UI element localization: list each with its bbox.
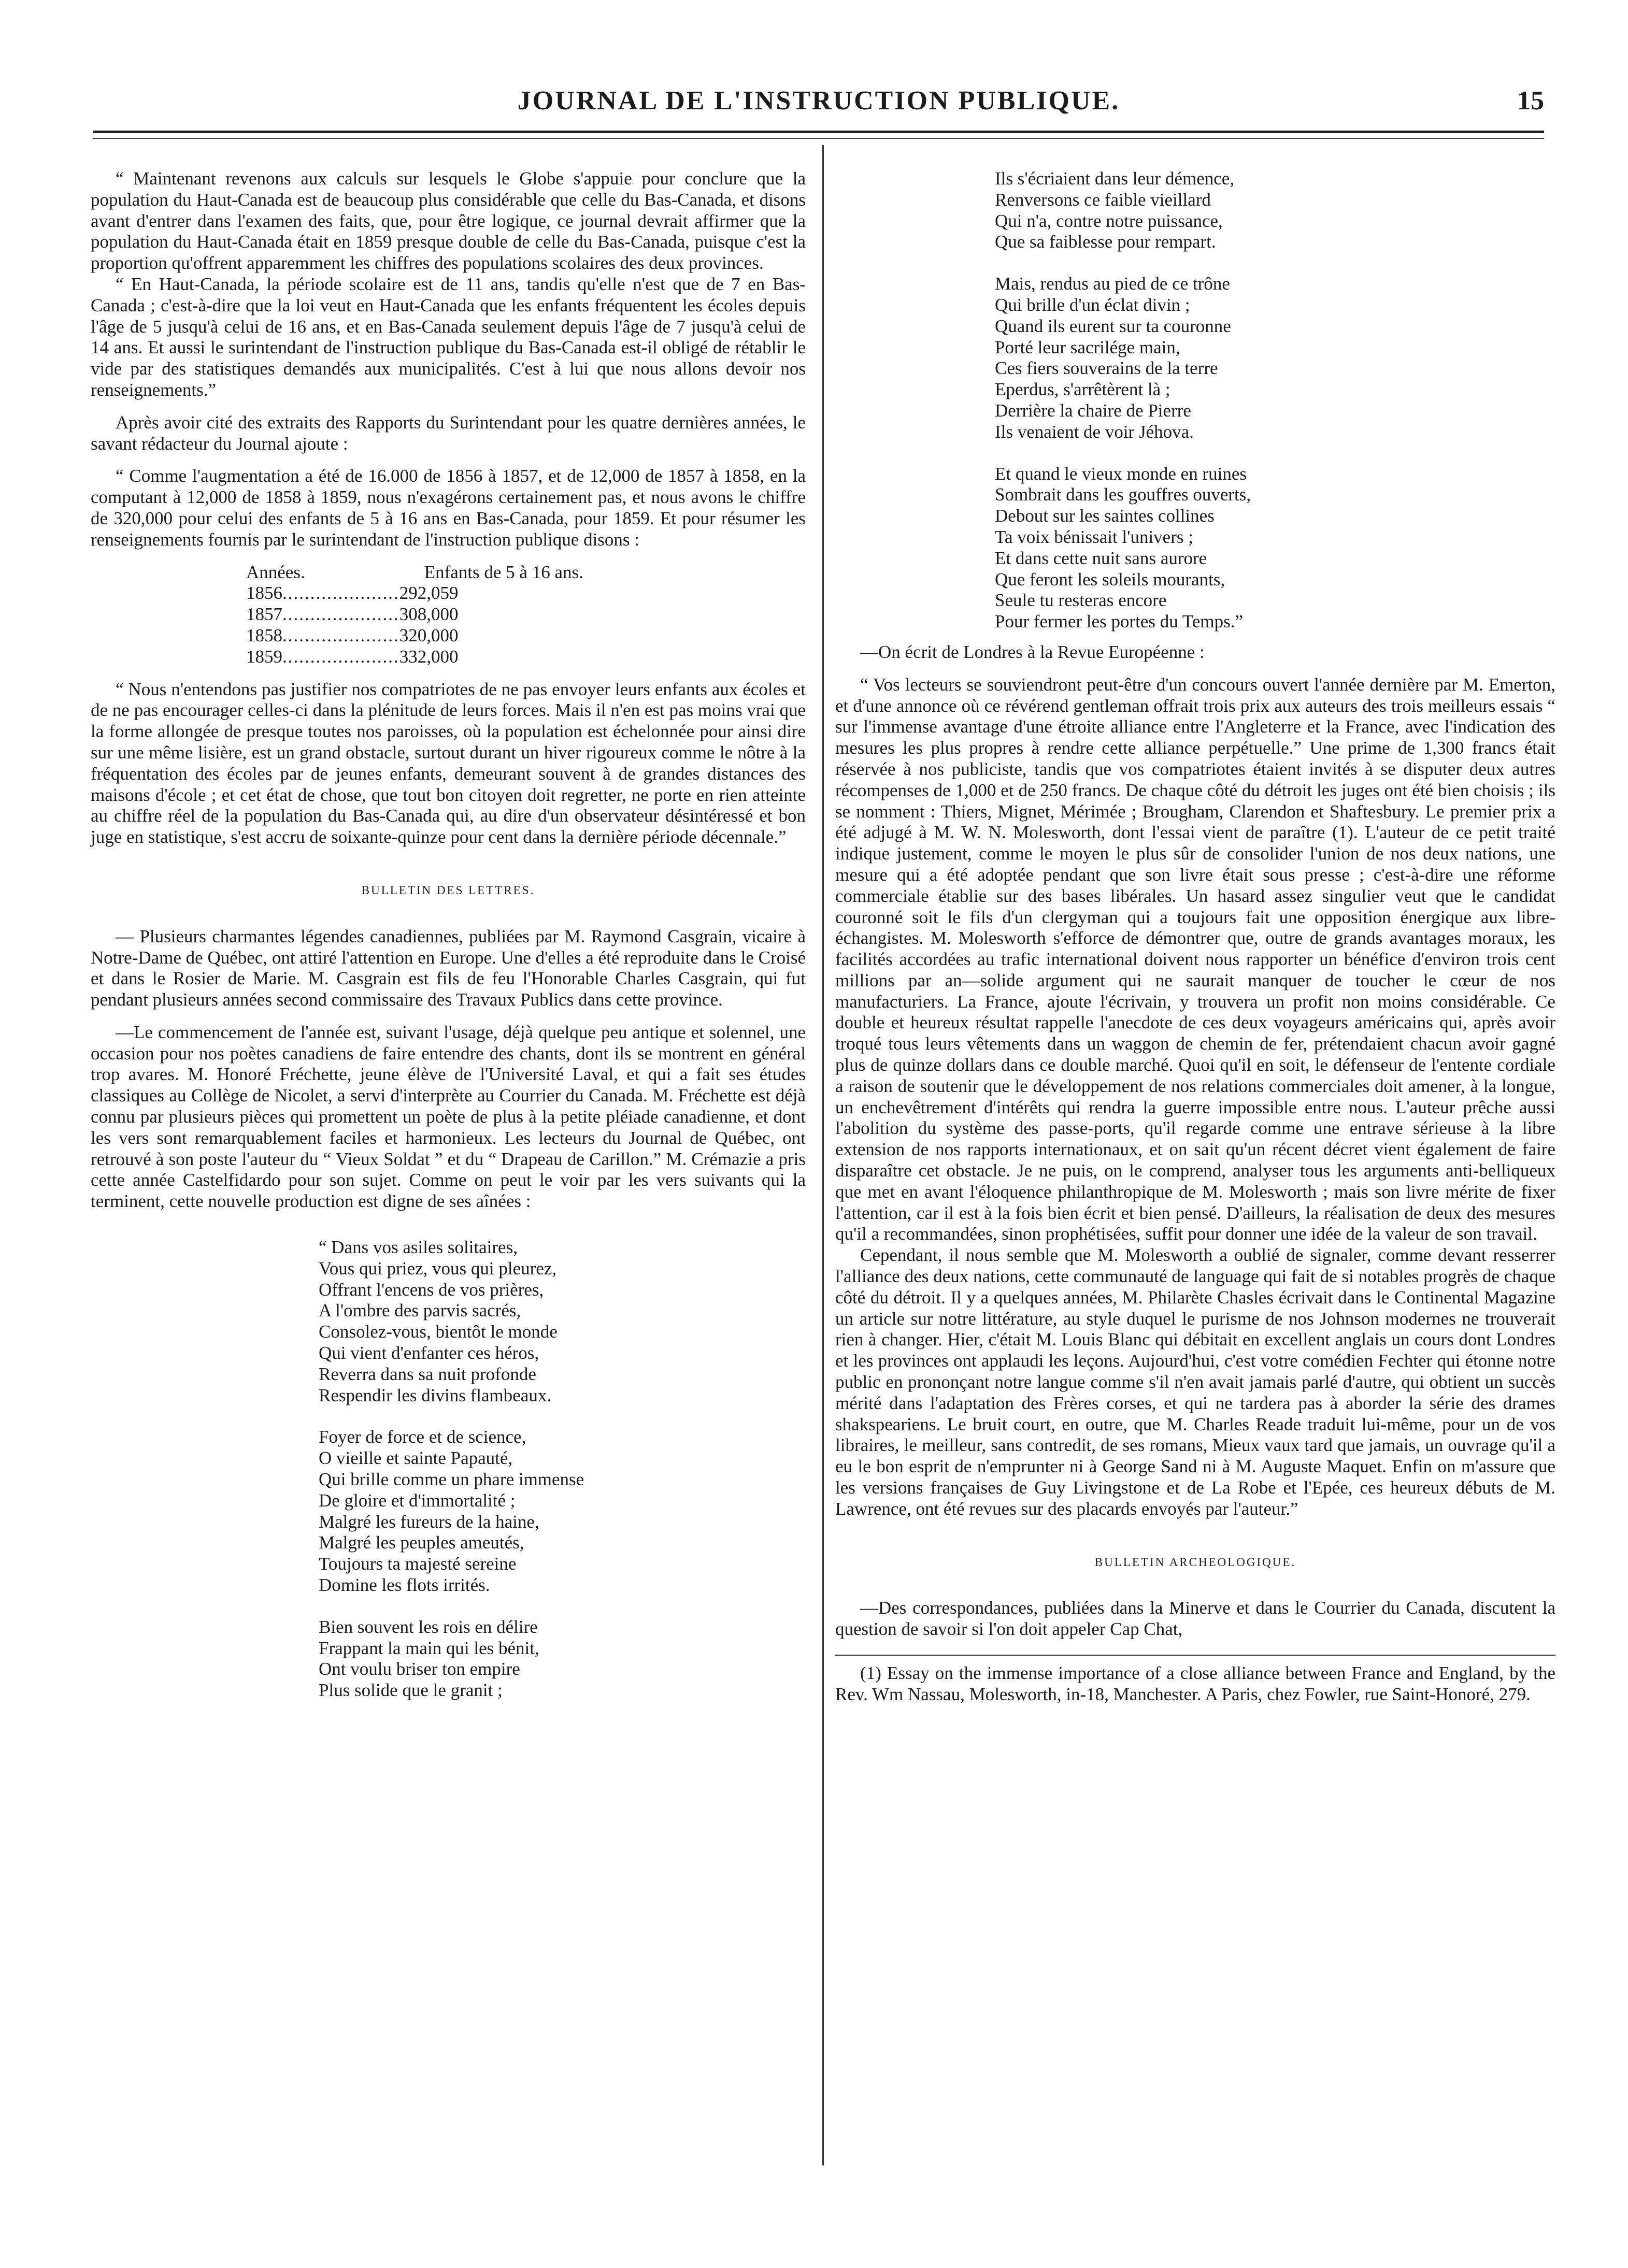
page-number: 15 [1517, 86, 1544, 116]
poem-line: Plus solide que le granit ; [319, 1680, 503, 1701]
table-row [246, 583, 583, 604]
poem-stanza [319, 1237, 806, 1406]
table-header-row [246, 562, 583, 583]
table-cell-value: 320,000 [399, 625, 459, 645]
poem-line: Porté leur sacrilége main, [995, 337, 1180, 357]
paragraph-concours-emerton: “ Vos lecteurs se souviendront peut-être d'un concours ouvert l'année dernière par M. Emerton, et d'une annonce où ce révérend gentleman offrait trois prix aux auteurs des trois meilleurs essais “ sur l'immense avantage d'une étroite alliance entre l'Angleterre et la France, avec l'indication des mesures les plus propres à rendre cette alliance perpétuelle.” Une prime de 1,300 francs était réservée à nos publiciste, tandis que vos compatriotes étaient invités à se disputer deux autres récompenses de 1,000 et de 250 francs. De chaque côté du détroit les juges ont été bien choisis ; ils se nomment : Thiers, Mignet, Mérimée ; Brougham, Clarendon et Shaftesbury. Le premier prix a été adjugé à M. W. N. Molesworth, dont l'essai vient de paraître (1). L'auteur de ce petit traité indique justement, comme le moyen le plus sûr de consolider l'union de nos deux nations, une mesure qui a été adoptée pendant que son livre était sous presse ; c'est-à-dire une réforme commerciale établie sur des bases libérales. Un hasard assez singulier veut que le candidat couronné soit le fils d'un clergyman qui a toujours fait une opposition énergique aux libre-échangistes. M. Molesworth s'efforce de démontrer que, outre de grands avantages moraux, les facilités accordées au trafic international doivent nous rapporter un bénéfice d'environ trois cent millions par an—solide argument qui ne saurait manquer de toucher le cœur de nos manufacturiers. La France, ajoute l'écrivain, y trouvera un profit non moins considérable. Ce double et heureux résultat rappelle l'anecdote de ces deux voyageurs américains qui, après avoir troqué tous leurs vêtements dans un waggon de chemin de fer, prétendaient chacun avoir gagné plus de quinze dollars dans ce double marché. Quoi qu'il en soit, le défenseur de l'entente cordiale a raison de soutenir que le développement de nos relations commerciales doit amener, à la longue, un enchevêtrement d'intérêts qui rendra la guerre impossible entre nous. L'auteur prêche aussi l'abolition du système des passe-ports, qu'il regarde comme une entrave sérieuse à la libre extension de nos rapports internationaux, et on sait qu'un récent décret vient également de faire disparaître cet obstacle. Je ne puis, on le comprend, analyser tous les arguments anti-belliqueux que met en avant l'éloquence philanthropique de M. Molesworth ; mais son livre mérite de fixer l'attention, car il est à la fois bien écrit et bien pensé. D'ailleurs, la réalisation de deux des mesures qu'il a recommandées, sinon prophétisées, suffit pour donner une idée de la valeur de son travail. [835, 674, 1555, 1244]
header-rule-thin [93, 138, 1544, 139]
poem-line: Malgré les fureurs de la haine, [319, 1511, 539, 1532]
poem-line: Pour fermer les portes du Temps.” [995, 611, 1244, 632]
journal-title: JOURNAL DE L'INSTRUCTION PUBLIQUE. [517, 86, 1120, 116]
table-cell-value: 292,059 [399, 583, 459, 604]
table-cell-year: 1858 [246, 625, 282, 645]
paragraph-augmentation: “ Comme l'augmentation a été de 16.000 de 1856 à 1857, et de 12,000 de 1857 à 1858, en la computant à 12,000 de 1858 à 1859, nous n'exagérons certainement pas, et nous avons le chiffre de 320,000 pour celui des enfants de 5 à 16 ans en Bas-Canada, pour 1859. Et pour résumer les renseignements fournis par le surintendant de l'instruction publique disons : [91, 466, 806, 550]
poem-line: Ont voulu briser ton empire [319, 1659, 520, 1680]
table-row [246, 647, 583, 668]
poem-line: Et dans cette nuit sans aurore [995, 548, 1207, 568]
paragraph-compatriotes: “ Nous n'entendons pas justifier nos compatriotes de ne pas envoyer leurs enfants aux écoles et de ne pas encourager celles-ci dans la plénitude de leurs forces. Mais il n'en est pas moins vrai que la forme allongée de presque toutes nos paroisses, où la population est échelonnée pour ainsi dire sur une même lisière, est un grand obstacle, surtout durant un hiver rigoureux comme le nôtre à la fréquentation des écoles par de jeunes enfants, demeurant souvent à de grandes distances des maisons d'école ; et cet état de chose, que tout bon citoyen doit regretter, ne porte en rien atteinte au chiffre réel de la population du Bas-Canada qui, au dire d'un observateur désintéressé et bon juge en statistique, s'est accru de soixante-quinze pour cent dans la dernière période décennale.” [91, 679, 806, 848]
poem-line: Eperdus, s'arrêtèrent là ; [995, 379, 1170, 400]
paragraph-periode-scolaire: “ En Haut-Canada, la période scolaire est de 11 ans, tandis qu'elle n'est que de 7 en Bas-Canada ; c'est-à-dire que la loi veut en Haut-Canada que les enfants fréquentent les écoles depuis l'âge de 5 jusqu'à celui de 16 ans, et en Bas-Canada seulement depuis l'âge de 7 jusqu'à celui de 14 ans. Et aussi le surintendant de l'instruction publique du Bas-Canada est-il obligé de rétablir le vide par des statistiques demandés aux municipalités. C'est à lui que nous allons devoir nos renseignements.” [91, 274, 806, 400]
poem-line: Qui brille comme un phare immense [319, 1469, 584, 1490]
paragraph-globe-calculs: “ Maintenant revenons aux calculs sur lesquels le Globe s'appuie pour conclure que la population du Haut-Canada est de beaucoup plus considérable que celle du Bas-Canada, et disons avant d'entrer dans l'examen des faits, que, pour être logique, ce journal devrait affirmer que la population du Haut-Canada était en 1859 presque double de celle du Bas-Canada, puisque c'est la proportion qu'offrent apparemment les chiffres des populations scolaires des deux provinces. [91, 168, 806, 274]
table-cell-year: 1857 [246, 604, 282, 625]
poem-line: Quand ils eurent sur ta couronne [995, 315, 1231, 336]
poem-line: Bien souvent les rois en délire [319, 1616, 538, 1637]
table-header-enfants: Enfants de 5 à 16 ans. [424, 562, 583, 582]
footnote-rule [835, 1655, 1555, 1656]
paragraph-poetes-canadiens: —Le commencement de l'année est, suivant l'usage, déjà quelque peu antique et solennel, une occasion pour nos poètes canadiens de faire entendre des chants, dont ils se montrent en général trop avares. M. Honoré Fréchette, jeune élève de l'Université Laval, et qui a fait ses études classiques au Collège de Nicolet, a servi d'interprète au Courrier du Canada. M. Fréchette est déjà connu par plusieurs pièces qui promettent un poète de plus à la petite pléiade canadienne, et dont les vers sont remarquablement faciles et harmonieux. Les lecteurs du Journal de Québec, ont retrouvé à son poste l'auteur du “ Vieux Soldat ” et du “ Drapeau de Carillon.” M. Crémazie a pris cette année Castelfidardo pour son sujet. Comme on peut le voir par les vers suivants qui la terminent, cette nouvelle production est digne de ses aînées : [91, 1022, 806, 1212]
paragraph-communaute-language: Cependant, il nous semble que M. Molesworth a oublié de signaler, comme devant resserrer l'alliance des deux nations, cette communauté de language qui fait de si notables progrès de chaque côté du détroit. Il y a quelques années, M. Philarète Chasles écrivait dans le Continental Magazine un article sur notre littérature, au style duquel le purisme de nos Johnson modernes ne trouverait rien à changer. Hier, c'était M. Louis Blanc qui débitait en excellent anglais un cours dont Londres et les provinces ont applaudi les leçons. Aujourd'hui, c'est votre comédien Fechter qui étonne notre public en prononçant notre langue comme s'il n'en avait jamais parlé d'autre, qui obtient un succès mérité dans l'adaptation des Frères corses, et qui ne tardera pas à aborder la série des drames shakspeariens. Le bruit court, en outre, que M. Charles Reade traduit lui-même, pour un de vos libraires, le meilleur, sans contredit, de ses romans, Mieux vaux tard que jamais, un ouvrage qu'il a eu le bon esprit de n'emprunter ni à George Sand ni à M. Auguste Maquet. Enfin on m'assure que les versions françaises de Guy Livingstone et de La Robe et l'Epée, ces heureux débuts de M. Lawrence, ont été revues sur des placards envoyés par l'auteur.” [835, 1245, 1555, 1519]
poem-line: Toujours ta majesté sereine [319, 1554, 517, 1574]
column-divider [822, 145, 824, 2165]
poem-line: Ils venaient de voir Jéhova. [995, 421, 1194, 442]
poem-line: Malgré les peuples ameutés, [319, 1532, 524, 1553]
poem-line: Que feront les soleils mourants, [995, 569, 1225, 590]
poem-stanza [319, 1427, 806, 1596]
poem-stanza [995, 274, 1555, 442]
poem-line: Offrant l'encens de vos prières, [319, 1279, 544, 1300]
poem-stanza [319, 1617, 806, 1701]
poem-line: De gloire et d'immortalité ; [319, 1490, 516, 1511]
poem-stanza [995, 168, 1555, 253]
table-header-annees: Années. [246, 562, 305, 582]
poem-line: Reverra dans sa nuit profonde [319, 1363, 536, 1384]
paragraph-londres: —On écrit de Londres à la Revue Européenne : [860, 641, 1205, 662]
paragraph-rapports-surintendant: Après avoir cité des extraits des Rapports du Surintendant pour les quatre dernières années, le savant rédacteur du Journal ajoute : [91, 412, 806, 454]
leader-dots: ..................... [282, 646, 399, 667]
poem-line: Derrière la chaire de Pierre [995, 400, 1191, 421]
poem-line: Consolez-vous, bientôt le monde [319, 1322, 558, 1342]
poem-line: O vieille et sainte Papauté, [319, 1448, 513, 1469]
poem-line: Vous qui priez, vous qui pleurez, [319, 1258, 557, 1279]
table-cell-value: 332,000 [399, 646, 459, 667]
poem-line: Qui brille d'un éclat divin ; [995, 294, 1190, 315]
poem-line: Respendir les divins flambeaux. [319, 1385, 552, 1405]
poem-line: “ Dans vos asiles solitaires, [319, 1237, 518, 1258]
leader-dots: ..................... [282, 583, 399, 604]
poem-line: Foyer de force et de science, [319, 1427, 526, 1447]
poem-line: Et quand le vieux monde en ruines [995, 463, 1247, 484]
leader-dots: ..................... [282, 625, 399, 645]
table-row [246, 604, 583, 625]
poem-line: Debout sur les saintes collines [995, 506, 1215, 526]
poem-stanza [995, 464, 1555, 633]
paragraph-cap-chat: —Des correspondances, publiées dans la Minerve et dans le Courrier du Canada, discutent la question de savoir si l'on doit appeler Cap Chat, [835, 1598, 1555, 1640]
paragraph-legendes-canadiennes: — Plusieurs charmantes légendes canadiennes, publiées par M. Raymond Casgrain, vicaire à Notre-Dame de Québec, ont attiré l'attention en Europe. Une d'elles a été reproduite dans le Croisé et dans le Rosier de Marie. M. Casgrain est fils de feu l'Honorable Charles Casgrain, qui fut pendant plusieurs années second commissaire des Travaux Publics dans cette province. [91, 926, 806, 1010]
poem-line: Ils s'écriaient dans leur démence, [995, 168, 1235, 189]
poem-line: Qui n'a, contre notre puissance, [995, 210, 1223, 231]
poem-line: A l'ombre des parvis sacrés, [319, 1300, 521, 1321]
poem-line: Renversons ce faible vieillard [995, 189, 1211, 210]
poem-line: Ta voix bénissait l'univers ; [995, 526, 1193, 547]
poem-line: Frappant la main qui les bénit, [319, 1638, 539, 1658]
left-column [91, 168, 806, 1722]
poem-line: Sombrait dans les gouffres ouverts, [995, 484, 1251, 505]
table-cell-value: 308,000 [399, 604, 459, 625]
footnote-molesworth: (1) Essay on the immense importance of a close alliance between France and England, by the Rev. Wm Nassau, Molesworth, in-18, Manchester. A Paris, chez Fowler, rue Saint-Honoré, 279. [835, 1663, 1555, 1704]
poem-line: Domine les flots irrités. [319, 1575, 490, 1596]
table-cell-year: 1859 [246, 646, 282, 667]
poem-castelfidardo-part2 [995, 168, 1555, 633]
poem-line: Seule tu resteras encore [995, 590, 1167, 611]
poem-line: Qui vient d'enfanter ces héros, [319, 1343, 539, 1363]
header-rule-thick [93, 131, 1544, 133]
poem-line: Ces fiers souverains de la terre [995, 358, 1218, 379]
poem-line: Que sa faiblesse pour rempart. [995, 232, 1216, 252]
section-heading-lettres: BULLETIN DES LETTRES. [361, 883, 535, 897]
table-row [246, 625, 583, 647]
poem-line: Mais, rendus au pied de ce trône [995, 274, 1230, 294]
table-cell-year: 1856 [246, 583, 282, 604]
enfants-table [246, 562, 583, 668]
right-column [835, 168, 1555, 1705]
page-header [93, 85, 1544, 127]
poem-castelfidardo-part1 [319, 1237, 806, 1701]
section-heading-archeologique: BULLETIN ARCHEOLOGIQUE. [1094, 1555, 1296, 1569]
leader-dots: ..................... [282, 604, 399, 625]
